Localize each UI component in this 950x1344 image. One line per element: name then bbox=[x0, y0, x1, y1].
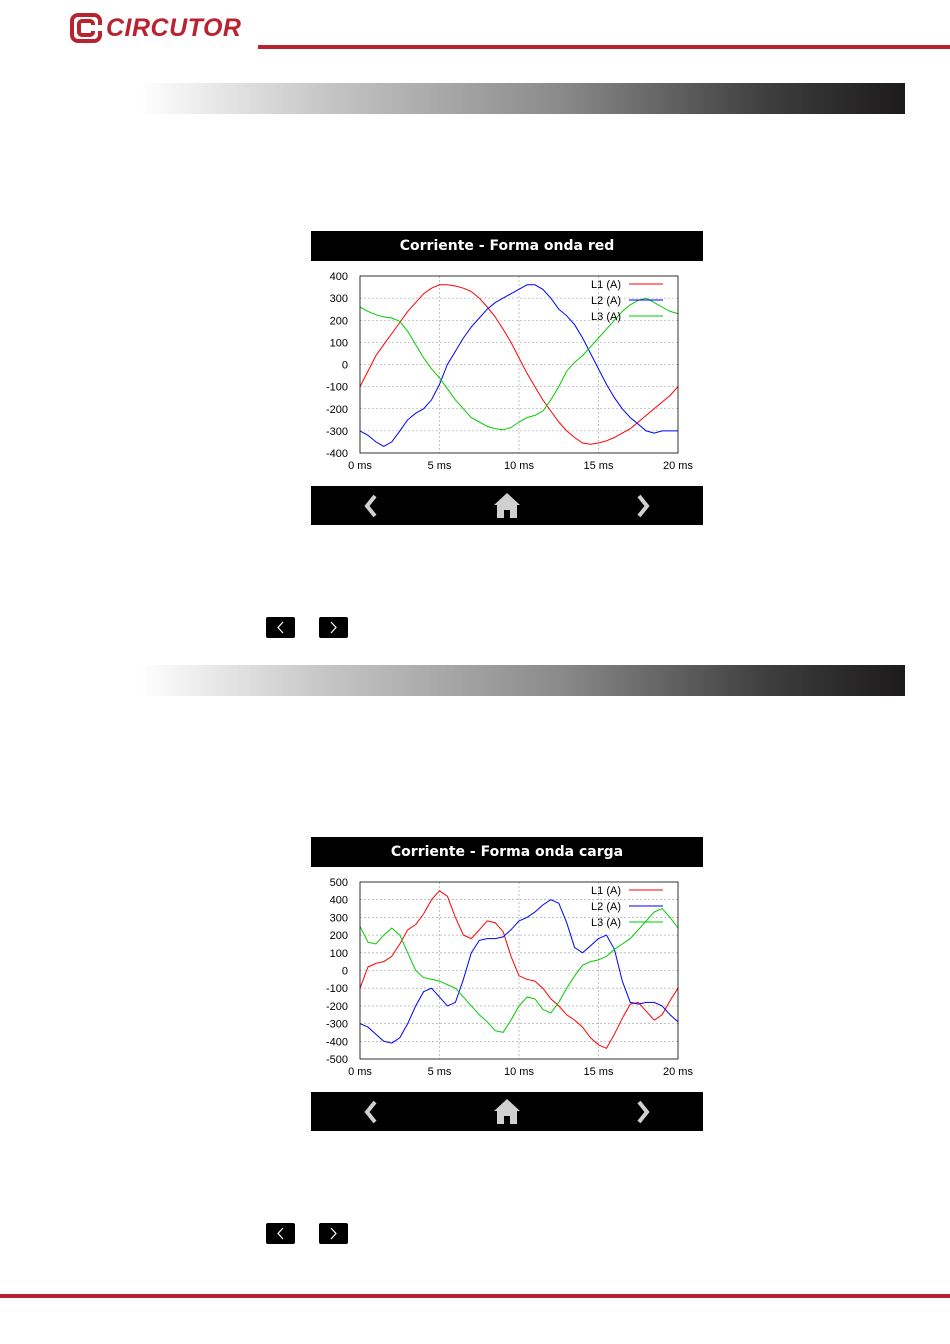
screen-title: Corriente - Forma onda red bbox=[311, 231, 703, 261]
y-tick-label: 300 bbox=[329, 912, 348, 925]
y-tick-label: 400 bbox=[329, 271, 348, 283]
x-tick-label: 0 ms bbox=[348, 1066, 372, 1078]
chevron-left-icon[interactable] bbox=[359, 1092, 383, 1131]
chevron-right-icon bbox=[319, 617, 348, 638]
legend-label: L2 (A) bbox=[591, 901, 621, 913]
footer-rule bbox=[0, 1294, 950, 1298]
chevron-left-icon bbox=[266, 1223, 295, 1244]
circutor-logo-mark bbox=[70, 12, 102, 44]
y-tick-label: 500 bbox=[329, 877, 348, 889]
legend-label: L3 (A) bbox=[591, 917, 621, 929]
y-tick-label: 0 bbox=[341, 965, 348, 978]
current-waveform-chart-red bbox=[311, 261, 703, 486]
y-tick-label: 200 bbox=[329, 315, 348, 328]
y-tick-label: -200 bbox=[325, 1000, 348, 1013]
section-header-bar bbox=[140, 83, 905, 114]
y-tick-label: -200 bbox=[325, 403, 348, 416]
device-screen-red bbox=[311, 231, 703, 525]
x-tick-label: 20 ms bbox=[663, 1066, 693, 1078]
x-tick-label: 15 ms bbox=[583, 460, 614, 472]
y-tick-label: -100 bbox=[325, 381, 348, 394]
section-header-bar bbox=[140, 665, 905, 696]
legend-label: L3 (A) bbox=[591, 311, 621, 323]
y-tick-label: 100 bbox=[329, 337, 348, 350]
y-tick-label: -100 bbox=[325, 983, 348, 996]
x-tick-label: 15 ms bbox=[583, 1066, 614, 1078]
y-tick-label: -500 bbox=[325, 1054, 348, 1066]
key-left-button bbox=[266, 617, 295, 638]
x-tick-label: 10 ms bbox=[504, 460, 534, 472]
x-tick-label: 20 ms bbox=[663, 460, 693, 472]
y-tick-label: 300 bbox=[329, 293, 348, 306]
screen-title: Corriente - Forma onda carga bbox=[311, 837, 703, 867]
y-tick-label: -400 bbox=[325, 1036, 348, 1049]
legend-label: L2 (A) bbox=[591, 295, 621, 307]
screen-nav-bar bbox=[311, 486, 703, 525]
key-right-button bbox=[319, 617, 348, 638]
home-icon[interactable] bbox=[492, 1092, 522, 1131]
x-tick-label: 5 ms bbox=[427, 460, 452, 472]
brand-name: CIRCUTOR bbox=[106, 13, 242, 42]
y-tick-label: 400 bbox=[329, 894, 348, 907]
key-right-button bbox=[319, 1223, 348, 1244]
legend-label: L1 (A) bbox=[591, 885, 621, 897]
screen-nav-bar bbox=[311, 1092, 703, 1131]
x-tick-label: 10 ms bbox=[504, 1066, 534, 1078]
chevron-right-icon bbox=[319, 1223, 348, 1244]
x-tick-label: 0 ms bbox=[348, 460, 372, 472]
home-icon[interactable] bbox=[492, 486, 522, 525]
y-tick-label: 0 bbox=[341, 359, 348, 372]
legend-label: L1 (A) bbox=[591, 279, 621, 291]
key-left-button bbox=[266, 1223, 295, 1244]
current-waveform-chart-load bbox=[311, 867, 703, 1092]
y-tick-label: 200 bbox=[329, 930, 348, 943]
header-rule bbox=[258, 45, 950, 49]
chevron-right-icon[interactable] bbox=[631, 486, 655, 525]
chevron-right-icon[interactable] bbox=[631, 1092, 655, 1131]
circutor-logo bbox=[70, 12, 241, 44]
y-tick-label: -400 bbox=[325, 448, 348, 460]
y-tick-label: 100 bbox=[329, 947, 348, 960]
chevron-left-icon bbox=[266, 617, 295, 638]
y-tick-label: -300 bbox=[325, 425, 348, 438]
device-screen-load bbox=[311, 837, 703, 1131]
y-tick-label: -300 bbox=[325, 1018, 348, 1031]
x-tick-label: 5 ms bbox=[427, 1066, 452, 1078]
chevron-left-icon[interactable] bbox=[359, 486, 383, 525]
